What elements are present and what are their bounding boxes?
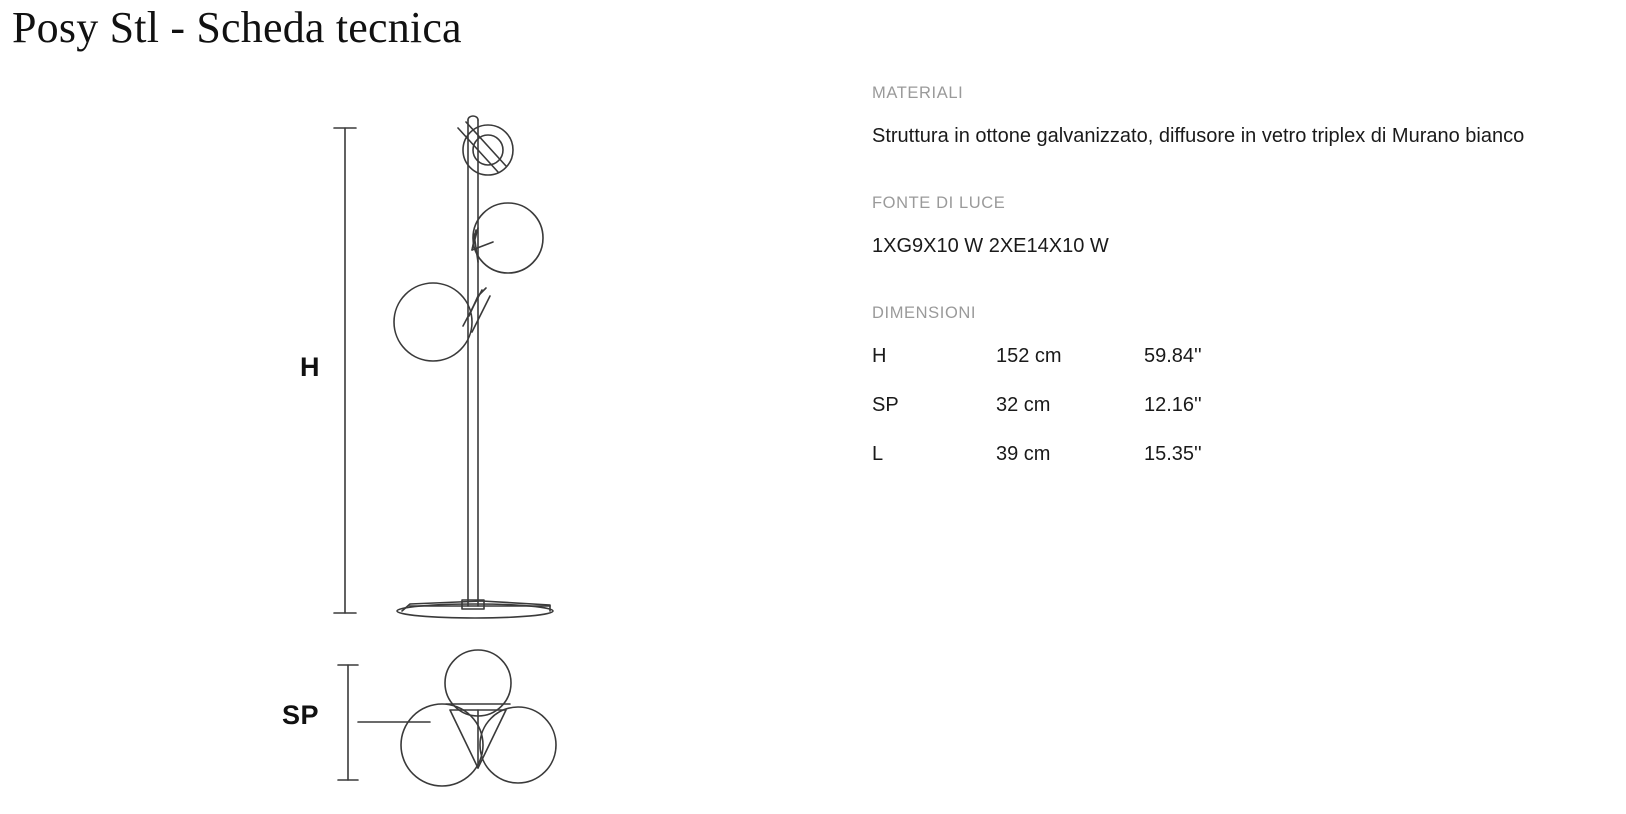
light-source-heading: FONTE DI LUCE <box>872 194 1006 212</box>
dimension-metric: 152 cm <box>996 345 1062 367</box>
dimension-key: SP <box>872 394 899 416</box>
table-row <box>872 443 1292 492</box>
dimension-imperial: 59.84'' <box>1144 345 1202 367</box>
light-source-value: 1XG9X10 W 2XE14X10 W <box>872 235 1109 257</box>
dimension-metric: 32 cm <box>996 394 1051 416</box>
lamp-top-view <box>401 650 556 786</box>
dimension-metric: 39 cm <box>996 443 1051 465</box>
depth-dimension-line <box>338 665 430 780</box>
height-dimension-line <box>334 128 356 613</box>
materials-heading: MATERIALI <box>872 84 964 102</box>
table-row <box>872 345 1292 394</box>
left-sphere-diffuser <box>394 283 490 361</box>
technical-drawing <box>250 100 810 800</box>
dimension-key: L <box>872 443 884 465</box>
upper-diffuser <box>458 122 513 175</box>
dimension-imperial: 15.35'' <box>1144 443 1202 465</box>
depth-dimension-label: SP <box>282 700 320 730</box>
table-row <box>872 394 1292 443</box>
dimensions-heading: DIMENSIONI <box>872 304 977 322</box>
lamp-drawing-svg <box>250 100 810 800</box>
page-title: Posy Stl - Scheda tecnica <box>12 3 462 52</box>
dimensions-table <box>872 345 1292 492</box>
dimension-imperial: 12.16'' <box>1144 394 1202 416</box>
materials-value: Struttura in ottone galvanizzato, diffusore in vetro triplex di Murano bianco <box>872 125 1525 147</box>
dimension-key: H <box>872 345 887 367</box>
height-dimension-label: H <box>300 352 320 382</box>
lamp-stem <box>462 116 484 609</box>
specifications-panel <box>872 84 1592 492</box>
right-sphere-diffuser <box>472 203 543 273</box>
